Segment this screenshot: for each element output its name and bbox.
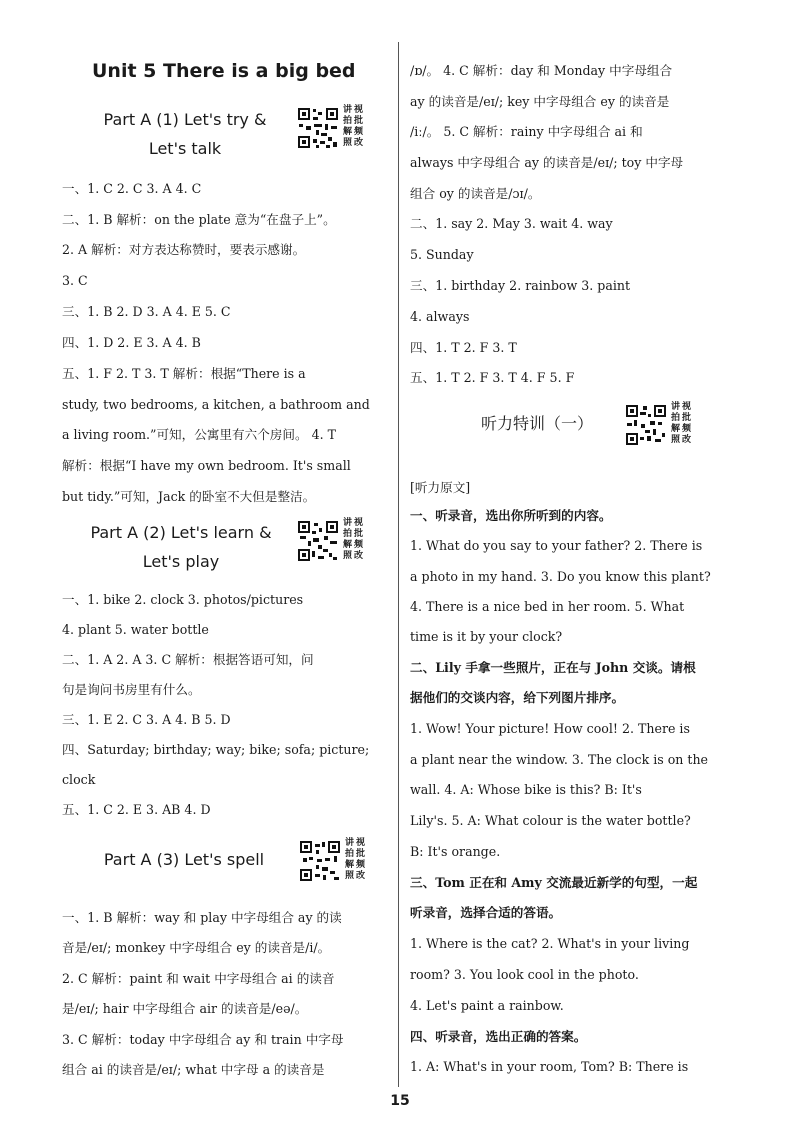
qr-label: 讲 拍 解 照 视 批 频 改 bbox=[342, 518, 363, 561]
listening-question-heading: 听录音，选择合适的答语。 bbox=[410, 905, 562, 920]
answer-line: 一、1. C 2. C 3. A 4. C bbox=[62, 181, 202, 196]
answer-line: 解析：根据“I have my own bedroom. It's small bbox=[62, 458, 351, 473]
qr-code-video-explanation[interactable] bbox=[296, 518, 364, 564]
qr-code-icon bbox=[298, 839, 342, 883]
transcript-line: 1. Wow! Your picture! How cool! 2. There is bbox=[410, 721, 690, 736]
part-a1-title-line2: Let's talk bbox=[148, 139, 222, 158]
answer-line: 三、1. B 2. D 3. A 4. E 5. C bbox=[62, 304, 231, 319]
answer-line: 三、1. birthday 2. rainbow 3. paint bbox=[410, 278, 631, 293]
transcript-line: a photo in my hand. 3. Do you know this plant? bbox=[410, 569, 711, 584]
transcript-line: time is it by your clock? bbox=[410, 629, 563, 644]
answer-line: but tidy.”可知，Jack 的卧室不大但是整洁。 bbox=[62, 489, 316, 504]
answer-line: 二、1. say 2. May 3. wait 4. way bbox=[410, 216, 613, 231]
answer-line: clock bbox=[62, 772, 96, 787]
answer-line: 二、1. A 2. A 3. C 解析：根据答语可知，问 bbox=[62, 652, 314, 667]
qr-label: 讲 拍 解 照 视 批 频 改 bbox=[344, 838, 365, 881]
part-a1-title bbox=[80, 105, 290, 163]
page-number: 15 bbox=[390, 1093, 410, 1109]
qr-code-video-explanation[interactable] bbox=[298, 838, 366, 884]
transcript-line: room? 3. You look cool in the photo. bbox=[410, 967, 639, 982]
transcript-line: 1. A: What's in your room, Tom? B: There is bbox=[410, 1059, 689, 1074]
part-a2-title bbox=[72, 518, 290, 576]
qr-code-icon bbox=[296, 106, 340, 150]
part-a1-title-line1: Part A (1) Let's try & bbox=[103, 110, 267, 129]
part-a2-title-line1: Part A (2) Let's learn & bbox=[90, 523, 272, 542]
answer-line: study, two bedrooms, a kitchen, a bathroom and bbox=[62, 397, 370, 412]
answer-line: 3. C bbox=[62, 273, 88, 288]
answer-line: 2. A 解析：对方表达称赞时，要表示感谢。 bbox=[62, 242, 306, 257]
column-divider bbox=[398, 42, 399, 1087]
answer-line: a living room.”可知，公寓里有六个房间。 4. T bbox=[62, 427, 337, 442]
answer-line: 五、1. F 2. T 3. T 解析：根据“There is a bbox=[62, 366, 306, 381]
answer-line: 四、1. T 2. F 3. T bbox=[410, 340, 517, 355]
answer-line: always 中字母组合 ay 的读音是/eɪ/; toy 中字母 bbox=[410, 155, 684, 170]
answer-line: 四、Saturday; birthday; way; bike; sofa; picture; bbox=[62, 742, 370, 757]
answer-line: 是/eɪ/; hair 中字母组合 air 的读音是/eə/。 bbox=[62, 1001, 308, 1016]
qr-code-icon bbox=[296, 519, 340, 563]
part-a3-title bbox=[84, 838, 284, 882]
listening-question-heading: 二、Lily 手拿一些照片，正在与 John 交谈。请根 bbox=[410, 660, 696, 675]
transcript-line: 4. Let's paint a rainbow. bbox=[410, 998, 564, 1013]
answer-line: 3. C 解析：today 中字母组合 ay 和 train 中字母 bbox=[62, 1032, 344, 1047]
answer-line: /ɒ/。 4. C 解析：day 和 Monday 中字母组合 bbox=[410, 63, 673, 78]
part-a3-heading bbox=[84, 838, 366, 884]
answer-line: 一、1. B 解析：way 和 play 中字母组合 ay 的读 bbox=[62, 910, 342, 925]
transcript-line: 1. Where is the cat? 2. What's in your living bbox=[410, 936, 690, 951]
unit-title: Unit 5 There is a big bed bbox=[92, 60, 356, 82]
answer-line: 5. Sunday bbox=[410, 247, 474, 262]
qr-code-video-explanation[interactable] bbox=[296, 105, 364, 151]
part-a3-title-line1: Part A (3) Let's spell bbox=[103, 850, 265, 869]
listening-question-heading: 据他们的交谈内容，给下列图片排序。 bbox=[410, 690, 625, 705]
transcript-line: 4. There is a nice bed in her room. 5. What bbox=[410, 599, 685, 614]
answer-line: 4. plant 5. water bottle bbox=[62, 622, 209, 637]
listening-section-label: [听力原文] bbox=[410, 480, 471, 495]
answer-line: 三、1. E 2. C 3. A 4. B 5. D bbox=[62, 712, 231, 727]
transcript-line: 1. What do you say to your father? 2. There is bbox=[410, 538, 703, 553]
answer-line: 二、1. B 解析：on the plate 意为“在盘子上”。 bbox=[62, 212, 336, 227]
answer-line: /iː/。 5. C 解析：rainy 中字母组合 ai 和 bbox=[410, 124, 643, 139]
transcript-line: Lily's. 5. A: What colour is the water bottle? bbox=[410, 813, 691, 828]
listening-title: 听力特训（一） bbox=[480, 414, 593, 433]
transcript-line: a plant near the window. 3. The clock is on the bbox=[410, 752, 709, 767]
qr-code-icon bbox=[624, 403, 668, 447]
qr-label: 讲 拍 解 照 视 批 频 改 bbox=[342, 105, 363, 148]
part-a1-heading bbox=[80, 105, 364, 163]
answer-line: 五、1. T 2. F 3. T 4. F 5. F bbox=[410, 370, 575, 385]
answer-line: 2. C 解析：paint 和 wait 中字母组合 ai 的读音 bbox=[62, 971, 335, 986]
answer-line: 组合 oy 的读音是/ɔɪ/。 bbox=[410, 186, 541, 201]
answer-line: 五、1. C 2. E 3. AB 4. D bbox=[62, 802, 211, 817]
part-a2-title-line2: Let's play bbox=[142, 552, 220, 571]
part-a2-heading bbox=[72, 518, 364, 576]
answer-line: 句是询问书房里有什么。 bbox=[62, 682, 201, 697]
transcript-line: wall. 4. A: Whose bike is this? B: It's bbox=[410, 782, 642, 797]
answer-line: 一、1. bike 2. clock 3. photos/pictures bbox=[62, 592, 304, 607]
listening-question-heading: 四、听录音，选出正确的答案。 bbox=[410, 1029, 587, 1044]
answer-line: ay 的读音是/eɪ/; key 中字母组合 ey 的读音是 bbox=[410, 94, 670, 109]
qr-label: 讲 拍 解 照 视 批 频 改 bbox=[670, 402, 691, 445]
listening-question-heading: 一、听录音，选出你所听到的内容。 bbox=[410, 508, 612, 523]
answer-line: 组合 ai 的读音是/eɪ/; what 中字母 a 的读音是 bbox=[62, 1062, 325, 1077]
answer-line: 四、1. D 2. E 3. A 4. B bbox=[62, 335, 201, 350]
answer-line: 4. always bbox=[410, 309, 470, 324]
listening-heading bbox=[462, 402, 692, 448]
transcript-line: B: It's orange. bbox=[410, 844, 501, 859]
listening-question-heading: 三、Tom 正在和 Amy 交流最近新学的句型，一起 bbox=[410, 875, 698, 890]
answer-line: 音是/eɪ/; monkey 中字母组合 ey 的读音是/i/。 bbox=[62, 940, 331, 955]
qr-code-video-explanation[interactable] bbox=[624, 402, 692, 448]
